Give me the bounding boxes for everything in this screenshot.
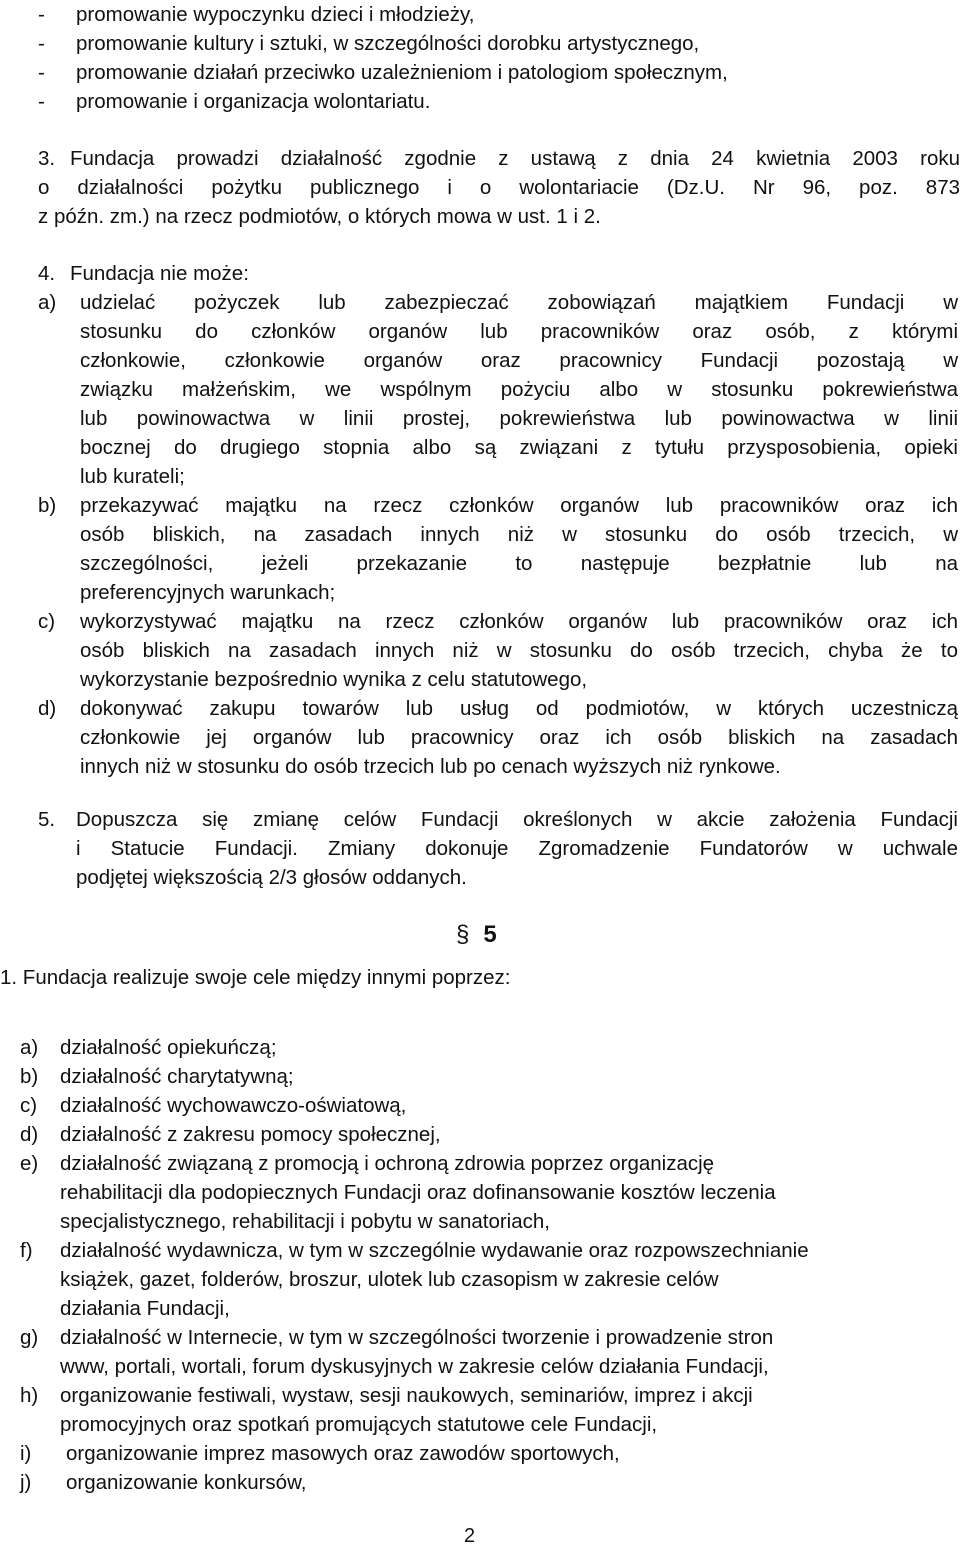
item-line: działalność związaną z promocją i ochroną zdrowia poprzez organizację (60, 1152, 715, 1175)
bullet-marker: - (38, 32, 45, 55)
item-line: działalność z zakresu pomocy społecznej, (60, 1123, 441, 1146)
item-line: członkowie, członkowie organów oraz pracownicy Fundacji pozostają w (80, 349, 958, 372)
bullet-item: promowanie działań przeciwko uzależnieniom i patologiom społecznym, (76, 61, 728, 84)
item-line: działania Fundacji, (60, 1297, 230, 1320)
item-line: członkowie jej organów lub pracownicy oraz ich osób bliskich na zasadach (80, 726, 958, 749)
paragraph-line: i Statucie Fundacji. Zmiany dokonuje Zgromadzenie Fundatorów w uchwale (76, 837, 958, 860)
item-line: rehabilitacji dla podopiecznych Fundacji oraz dofinansowanie kosztów leczenia (60, 1181, 776, 1204)
item-line: wykorzystywać majątku na rzecz członków organów lub pracowników oraz ich (80, 610, 958, 633)
paragraph-line: Fundacja prowadzi działalność zgodnie z ustawą z dnia 24 kwietnia 2003 roku (70, 147, 960, 170)
item-line: lub powinowactwa w linii prostej, pokrewieństwa lub powinowactwa w linii (80, 407, 958, 430)
item-marker: d) (20, 1123, 39, 1146)
item-line: specjalistycznego, rehabilitacji i pobytu w sanatoriach, (60, 1210, 550, 1233)
bullet-item: promowanie i organizacja wolontariatu. (76, 90, 431, 113)
item-marker: b) (38, 494, 57, 517)
bullet-marker: - (38, 90, 45, 113)
bullet-item: promowanie wypoczynku dzieci i młodzieży, (76, 3, 475, 26)
item-line: wykorzystanie bezpośrednio wynika z celu statutowego, (80, 668, 588, 691)
bullet-item: promowanie kultury i sztuki, w szczególności dorobku artystycznego, (76, 32, 700, 55)
item-line: przekazywać majątku na rzecz członków organów lub pracowników oraz ich (80, 494, 958, 517)
item-marker: b) (20, 1065, 39, 1088)
item-line: preferencyjnych warunkach; (80, 581, 336, 604)
item-line: działalność charytatywną; (60, 1065, 294, 1088)
paragraph-number: 3. (38, 147, 56, 170)
item-line: szczególności, jeżeli przekazanie to następuje bezpłatnie lub na (80, 552, 958, 575)
item-line: bocznej do drugiego stopnia albo są związani z tytułu przysposobienia, opieki (80, 436, 958, 459)
paragraph-number: 4. (38, 262, 56, 285)
item-line: działalność w Internecie, w tym w szczególności tworzenie i prowadzenie stron (60, 1326, 774, 1349)
item-marker: a) (20, 1036, 39, 1059)
paragraph-heading: 1. Fundacja realizuje swoje cele między innymi poprzez: (0, 966, 511, 989)
item-line: innych niż w stosunku do osób trzecich lub po cenach wyższych niż rynkowe. (80, 755, 781, 778)
item-marker: f) (20, 1239, 33, 1262)
item-line: książek, gazet, folderów, broszur, ulotek lub czasopism w zakresie celów (60, 1268, 719, 1291)
section-heading (456, 918, 497, 952)
section-number: 5 (483, 921, 497, 948)
item-line: lub kurateli; (80, 465, 185, 488)
item-line: osób bliskich na zasadach innych niż w stosunku do osób trzecich, chyba że to (80, 639, 958, 662)
item-line: działalność opiekuńczą; (60, 1036, 277, 1059)
item-marker: e) (20, 1152, 39, 1175)
bullet-marker: - (38, 3, 45, 26)
item-line: promocyjnych oraz spotkań promujących statutowe cele Fundacji, (60, 1413, 658, 1436)
paragraph-line: Dopuszcza się zmianę celów Fundacji określonych w akcie założenia Fundacji (76, 808, 958, 831)
item-line: www, portali, wortali, forum dyskusyjnych w zakresie celów działania Fundacji, (60, 1355, 769, 1378)
item-line: dokonywać zakupu towarów lub usług od podmiotów, w których uczestniczą (80, 697, 958, 720)
item-line: związku małżeńskim, we wspólnym pożyciu albo w stosunku pokrewieństwa (80, 378, 958, 401)
item-marker: i) (20, 1442, 32, 1465)
item-line: stosunku do członków organów lub pracowników oraz osób, z którymi (80, 320, 958, 343)
item-line: organizowanie imprez masowych oraz zawodów sportowych, (66, 1442, 620, 1465)
bullet-marker: - (38, 61, 45, 84)
item-line: osób bliskich, na zasadach innych niż w stosunku do osób trzecich, w (80, 523, 958, 546)
section-symbol: § (456, 921, 470, 948)
item-line: działalność wychowawczo-oświatową, (60, 1094, 407, 1117)
item-line: organizowanie festiwali, wystaw, sesji naukowych, seminariów, imprez i akcji (60, 1384, 753, 1407)
paragraph-line: podjętej większością 2/3 głosów oddanych. (76, 866, 467, 889)
item-marker: d) (38, 697, 57, 720)
paragraph-number: 5. (38, 808, 56, 831)
item-line: działalność wydawnicza, w tym w szczególnie wydawanie oraz rozpowszechnianie (60, 1239, 809, 1262)
item-marker: a) (38, 291, 57, 314)
page-number: 2 (464, 1525, 476, 1547)
item-marker: j) (20, 1471, 32, 1494)
item-marker: h) (20, 1384, 39, 1407)
paragraph-intro: Fundacja nie może: (70, 262, 249, 285)
paragraph-line: z późn. zm.) na rzecz podmiotów, o których mowa w ust. 1 i 2. (38, 205, 601, 228)
paragraph-line: o działalności pożytku publicznego i o wolontariacie (Dz.U. Nr 96, poz. 873 (38, 176, 960, 199)
item-marker: c) (38, 610, 56, 633)
item-marker: c) (20, 1094, 38, 1117)
item-line: udzielać pożyczek lub zabezpieczać zobowiązań majątkiem Fundacji w (80, 291, 958, 314)
item-marker: g) (20, 1326, 39, 1349)
item-line: organizowanie konkursów, (66, 1471, 307, 1494)
